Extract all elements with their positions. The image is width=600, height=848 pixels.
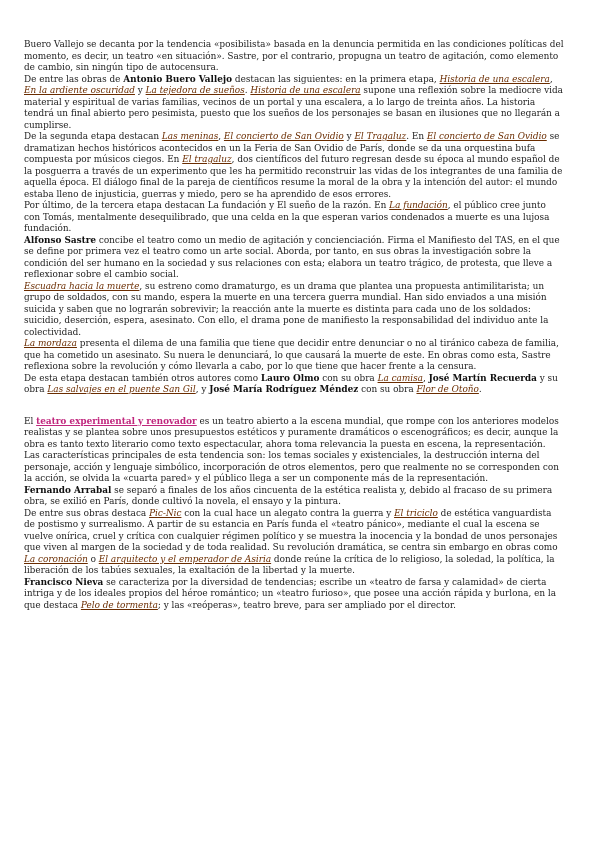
author-name: Alfonso Sastre	[24, 235, 97, 246]
author-name: José María Rodríguez Méndez	[209, 385, 359, 395]
work-title: Las salvajes en el puente San Gil	[47, 385, 196, 395]
text: Buero Vallejo se decanta por la tendencia «posibilista» basada en la denuncia permitida en las condiciones políticas del momento, es decir, un teatro «en situación». Sastre, por el contrario, propugna un teatro de agitación, como elemento de cambio, sin ningún tipo de autocensura.	[24, 40, 564, 73]
paragraph-francisco-nieva	[24, 578, 564, 613]
author-name: Francisco Nieva	[24, 577, 104, 588]
text: y	[343, 132, 355, 142]
work-title: La mordaza	[24, 339, 77, 349]
text: y su obra	[24, 373, 558, 395]
paragraph-escuadra	[24, 282, 564, 340]
paragraph-second-stage	[24, 132, 564, 201]
author-name: José Martín Recuerda	[428, 373, 537, 384]
text: con su obra	[319, 373, 378, 384]
text: , dos científicos del futuro regresan desde su época al mundo español de la posguerra a través de un experimento que les ha permitido reconstruir las vidas de los integrantes de una familia de aquella época. El diálogo final de la pareja de científicos resume la moral de la obra y la intención del autor: el mundo estaba lleno de injusticia, guerras y miedo, pero se ha aprendido de esos errores.	[24, 155, 563, 200]
text: El	[24, 416, 37, 427]
paragraph-arrabal-works	[24, 509, 564, 578]
text: De la segunda etapa destacan	[24, 132, 162, 142]
work-title: Pelo de tormenta	[80, 600, 158, 611]
work-title: El triciclo	[394, 508, 438, 519]
work-title: La coronación	[24, 554, 88, 565]
work-title: Historia de una escalera	[439, 74, 550, 85]
text: con la cual hace un alegato contra la guerra y	[181, 508, 395, 519]
text: ; y las «reóperas», teatro breve, para ser ampliado por el director.	[157, 600, 456, 611]
paragraph-mordaza	[24, 339, 564, 374]
work-title: En la ardiente oscuridad	[24, 86, 135, 96]
work-title: La tejedora de sueños	[145, 86, 245, 96]
text: , el público cree junto con Tomás, mentalmente desequilibrado, que una celda en la que esperan varios condenados a muerte es una lujosa fundación.	[24, 201, 550, 234]
text: y	[134, 86, 146, 96]
text: con su obra	[358, 385, 417, 395]
paragraph-other-authors	[24, 374, 564, 397]
text: , su estreno como dramaturgo, es un drama que plantea una propuesta antimilitarista; un grupo de soldados, con su mando, espera la muerte en una tercera guerra mundial. Han sido enviados a una misión suicida y saben que no lograrán sobrevivir; la reacción ante la muerte es distinta para cada uno de los soldados: suicidio, deserción, espera, asesinato. Con ello, el drama pone de manifiesto la responsabilidad del individuo ante la colectividad.	[24, 281, 549, 338]
paragraph-experimental-theatre	[24, 417, 564, 486]
text: .	[244, 86, 251, 96]
paragraph-alfonso-sastre	[24, 236, 564, 282]
paragraph-buero-sastre	[24, 40, 564, 75]
paragraph-third-stage	[24, 201, 564, 236]
text: Por último, de la tercera etapa destacan La fundación y El sueño de la razón. En	[24, 201, 390, 211]
work-title: Historia de una escalera	[250, 86, 361, 96]
work-title: El tragaluz	[182, 155, 232, 165]
author-name: Lauro Olmo	[260, 373, 320, 384]
text: De entre sus obras destaca	[24, 508, 150, 519]
text: o	[87, 554, 99, 565]
work-title: La camisa	[377, 373, 423, 384]
text: ,	[422, 373, 429, 384]
text: presenta el dilema de una familia que tiene que decidir entre denunciar o no al tiránico cabeza de familia, que ha cometido un asesinato. Su nuera le denunciará, lo que causará la muerte de este. En obras como esta, Sastre reflexiona sobre la revolución y cómo llevarla a cabo, por lo que tiene que hacer frente a la censura.	[24, 339, 559, 372]
text: .	[478, 385, 482, 395]
text: se separó a finales de los años cincuenta de la estética realista y, debido al fracaso de su primera obra, se exilió en París, donde cultivó la novela, el ensayo y la pintura.	[24, 485, 553, 507]
work-title: Escuadra hacia la muerte	[24, 281, 140, 292]
text: se caracteriza por la diversidad de tendencias; escribe un «teatro de farsa y calamidad» de cierta intriga y de los ideales propios del héroe romántico; un «teatro furioso», que posee una acción rápida y burlona, en la que destaca	[24, 577, 557, 611]
highlighted-term: teatro experimental y renovador	[36, 416, 197, 427]
text: ,	[549, 74, 553, 85]
text: se dramatizan hechos históricos acontecidos en un la Feria de San Ovidio de París, donde se da una orquestina bufa compuesta por músicos ciegos. En	[24, 132, 560, 165]
work-title: El arquitecto y el emperador de Asiria	[98, 554, 272, 565]
author-name: Antonio Buero Vallejo	[123, 74, 233, 85]
text: destacan las siguientes: en la primera etapa,	[232, 74, 440, 85]
text: de estética vanguardista de postismo y surrealismo. A partir de su estancia en París funda el «teatro pánico», mediante el cual la escena se vuelve onírica, cruel y crítica con cualquier régimen político y se muestra la inocencia y la bondad de unos personajes que viven al margen de la sociedad y de toda realidad. Su revolución dramática, se centra sin embargo en obras como	[24, 508, 558, 553]
work-title: Las meninas	[161, 132, 219, 142]
text: De entre las obras de	[24, 74, 124, 85]
paragraph-fernando-arrabal	[24, 486, 564, 509]
text: supone una reflexión sobre la mediocre vida material y espiritual de varias familias, vecinos de un portal y una escalera, a lo largo de treinta años. La historia tendrá un final abierto pero pesimista, puesto que los sueños de los personajes se basan en ilusiones que no llegarán a cumplirse.	[24, 86, 563, 131]
text: concibe el teatro como un medio de agitación y concienciación. Firma el Manifiesto del TAS, en el que se define por primera vez el teatro como un arte social. Aborda, por tanto, en sus obras la investigación sobre la condición del ser humano en la sociedad y sus relaciones con esta; elabora un teatro trágico, de protesta, que lleve a reflexionar sobre el cambio social.	[24, 235, 560, 280]
author-name: Fernando Arrabal	[24, 485, 112, 496]
text: ,	[218, 132, 224, 142]
text: donde reúne la crítica de lo religioso, la soledad, la política, la liberación de los tabúes sexuales, la exaltación de la libertad y la muerte.	[24, 554, 555, 576]
text: De esta etapa destacan también otros autores como	[24, 373, 261, 384]
work-title: Pic-Nic	[149, 508, 182, 519]
text: . En	[406, 132, 427, 142]
work-title: Flor de Otoño	[416, 385, 479, 395]
work-title: La fundación	[389, 201, 448, 211]
work-title: El concierto de San Ovidio	[426, 132, 547, 142]
paragraph-buero-works	[24, 75, 564, 133]
work-title: El concierto de San Ovidio	[223, 132, 344, 142]
work-title: El Tragaluz	[354, 132, 407, 142]
text: es un teatro abierto a la escena mundial, que rompe con los anteriores modelos realistas y se plantea sobre unos presupuestos estéticos y puramente dramáticos o escenográficos; es decir, aunque la obra es tanto texto literario como texto espectacular, ahora toma relevancia la puesta en escena, la representación. Las características principales de esta tendencia son: los temas sociales y existenciales, la destrucción interna del personaje, acción y lenguaje simbólico, incorporación de otros elementos, pero que realmente no se corresponden con la acción, se olvida la «cuarta pared» y el público llega a ser un componente más de la representación.	[24, 416, 559, 484]
text: , y	[195, 385, 210, 395]
